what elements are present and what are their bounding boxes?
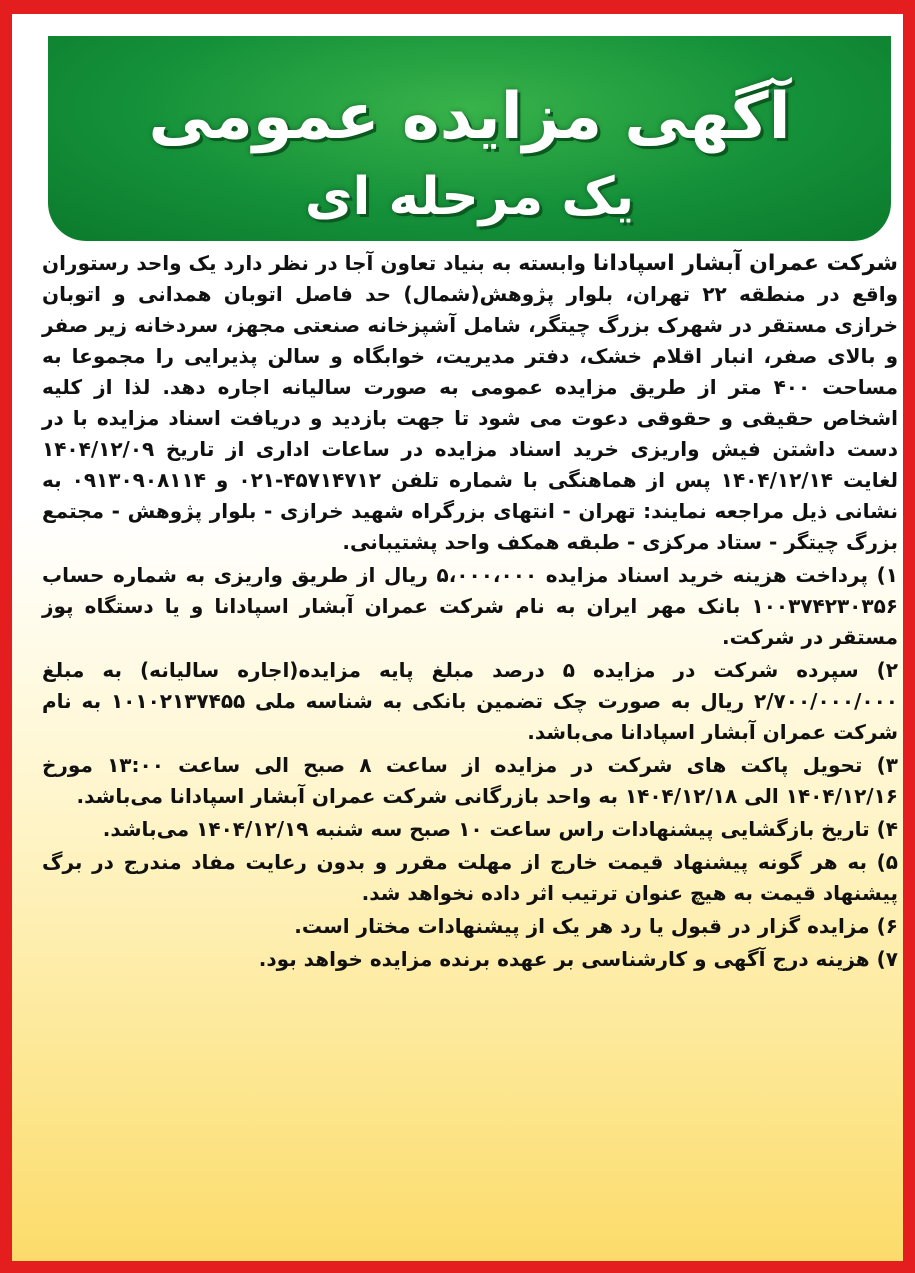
item-text: تحویل پاکت های شرکت در مزایده از ساعت ۸ صبح الی ساعت ۱۳:۰۰ مورخ ۱۴۰۴/۱۲/۱۶ الی ۱۴۰۴/۱۲/۱۸ به واحد بازرگانی شرکت عمران آبشار اسپادانا می‌باشد. — [42, 753, 898, 808]
item-text: تاریخ بازگشایی پیشنهادات راس ساعت ۱۰ صبح سه شنبه ۱۴۰۴/۱۲/۱۹ می‌باشد. — [102, 817, 877, 841]
item-number: ۴) — [876, 817, 898, 841]
list-item — [42, 560, 898, 653]
ad-body — [42, 248, 898, 977]
item-text: سپرده شرکت در مزایده ۵ درصد مبلغ پایه مزایده(اجاره سالیانه) به مبلغ ۲/۷۰۰/۰۰۰/۰۰۰ ریال به صورت چک تضمین بانکی به شناسه ملی ۱۰۱۰۲۱۳۷۴۵۵ به نام شرکت عمران آبشار اسپادانا می‌باشد. — [42, 658, 898, 744]
list-item — [42, 750, 898, 812]
title-banner — [48, 36, 891, 241]
list-item — [42, 814, 898, 845]
list-item — [42, 655, 898, 748]
item-number: ۶) — [876, 914, 898, 938]
title-line-1: آگهی مزایده عمومی — [148, 80, 791, 154]
item-number: ۷) — [876, 947, 898, 971]
list-item — [42, 911, 898, 942]
list-item — [42, 847, 898, 909]
item-number: ۲) — [876, 658, 898, 682]
item-text: پرداخت هزینه خرید اسناد مزایده ۵،۰۰۰،۰۰۰ ریال از طریق واریزی به شماره حساب ۱۰۰۳۷۴۲۳۰۳۵۶ بانک مهر ایران به نام شرکت عمران آبشار اسپادانا و یا دستگاه پوز مستقر در شرکت. — [42, 563, 898, 649]
item-number: ۱) — [876, 563, 898, 587]
item-text: به هر گونه پیشنهاد قیمت خارج از مهلت مقرر و بدون رعایت مفاد مندرج در برگ پیشنهاد قیمت به هیچ عنوان ترتیب اثر داده نخواهد شد. — [42, 850, 898, 905]
intro-paragraph — [42, 248, 898, 558]
list-item — [42, 944, 898, 975]
item-number: ۳) — [876, 753, 899, 777]
item-text: مزایده گزار در قبول یا رد هر یک از پیشنهادات مختار است. — [294, 914, 877, 938]
title-line-2: یک مرحله ای — [304, 167, 635, 227]
item-number: ۵) — [876, 850, 898, 874]
intro-text: وابسته به بنیاد تعاون آجا در نظر دارد یک واحد رستوران واقع در منطقه ۲۲ تهران، بلوار پژوهش(شمال) حد فاصل اتوبان همدانی و اتوبان خرازی مستقر در شهرک بزرگ چیتگر، شامل آشپزخانه صنعتی مجهز، سردخانه زیر صفر و بالای صفر، انبار اقلام خشک، دفتر مدیریت، خوابگاه و سالن پذیرایی را مجموعا به مساحت ۴۰۰ متر از طریق مزایده عمومی به صورت سالیانه اجاره دهد. لذا از کلیه اشخاص حقیقی و حقوقی دعوت می شود تا جهت بازدید و دریافت اسناد مزایده با در دست داشتن فیش واریزی خرید اسناد مزایده در ساعات اداری از تاریخ ۱۴۰۴/۱۲/۰۹ لغایت ۱۴۰۴/۱۲/۱۴ پس از هماهنگی با شماره تلفن ۴۵۷۱۴۷۱۲-۰۲۱ و ۰۹۱۳۰۹۰۸۱۱۴ به نشانی ذیل مراجعه نمایند: تهران - انتهای بزرگراه شهید خرازی - بلوار پژوهش - مجتمع بزرگ چیتگر - ستاد مرکزی - طبقه همکف واحد پشتیبانی. — [42, 251, 899, 554]
company-name: شرکت عمران آبشار اسپادانا — [592, 251, 899, 276]
item-text: هزینه درج آگهی و کارشناسی بر عهده برنده مزایده خواهد بود. — [258, 947, 877, 971]
